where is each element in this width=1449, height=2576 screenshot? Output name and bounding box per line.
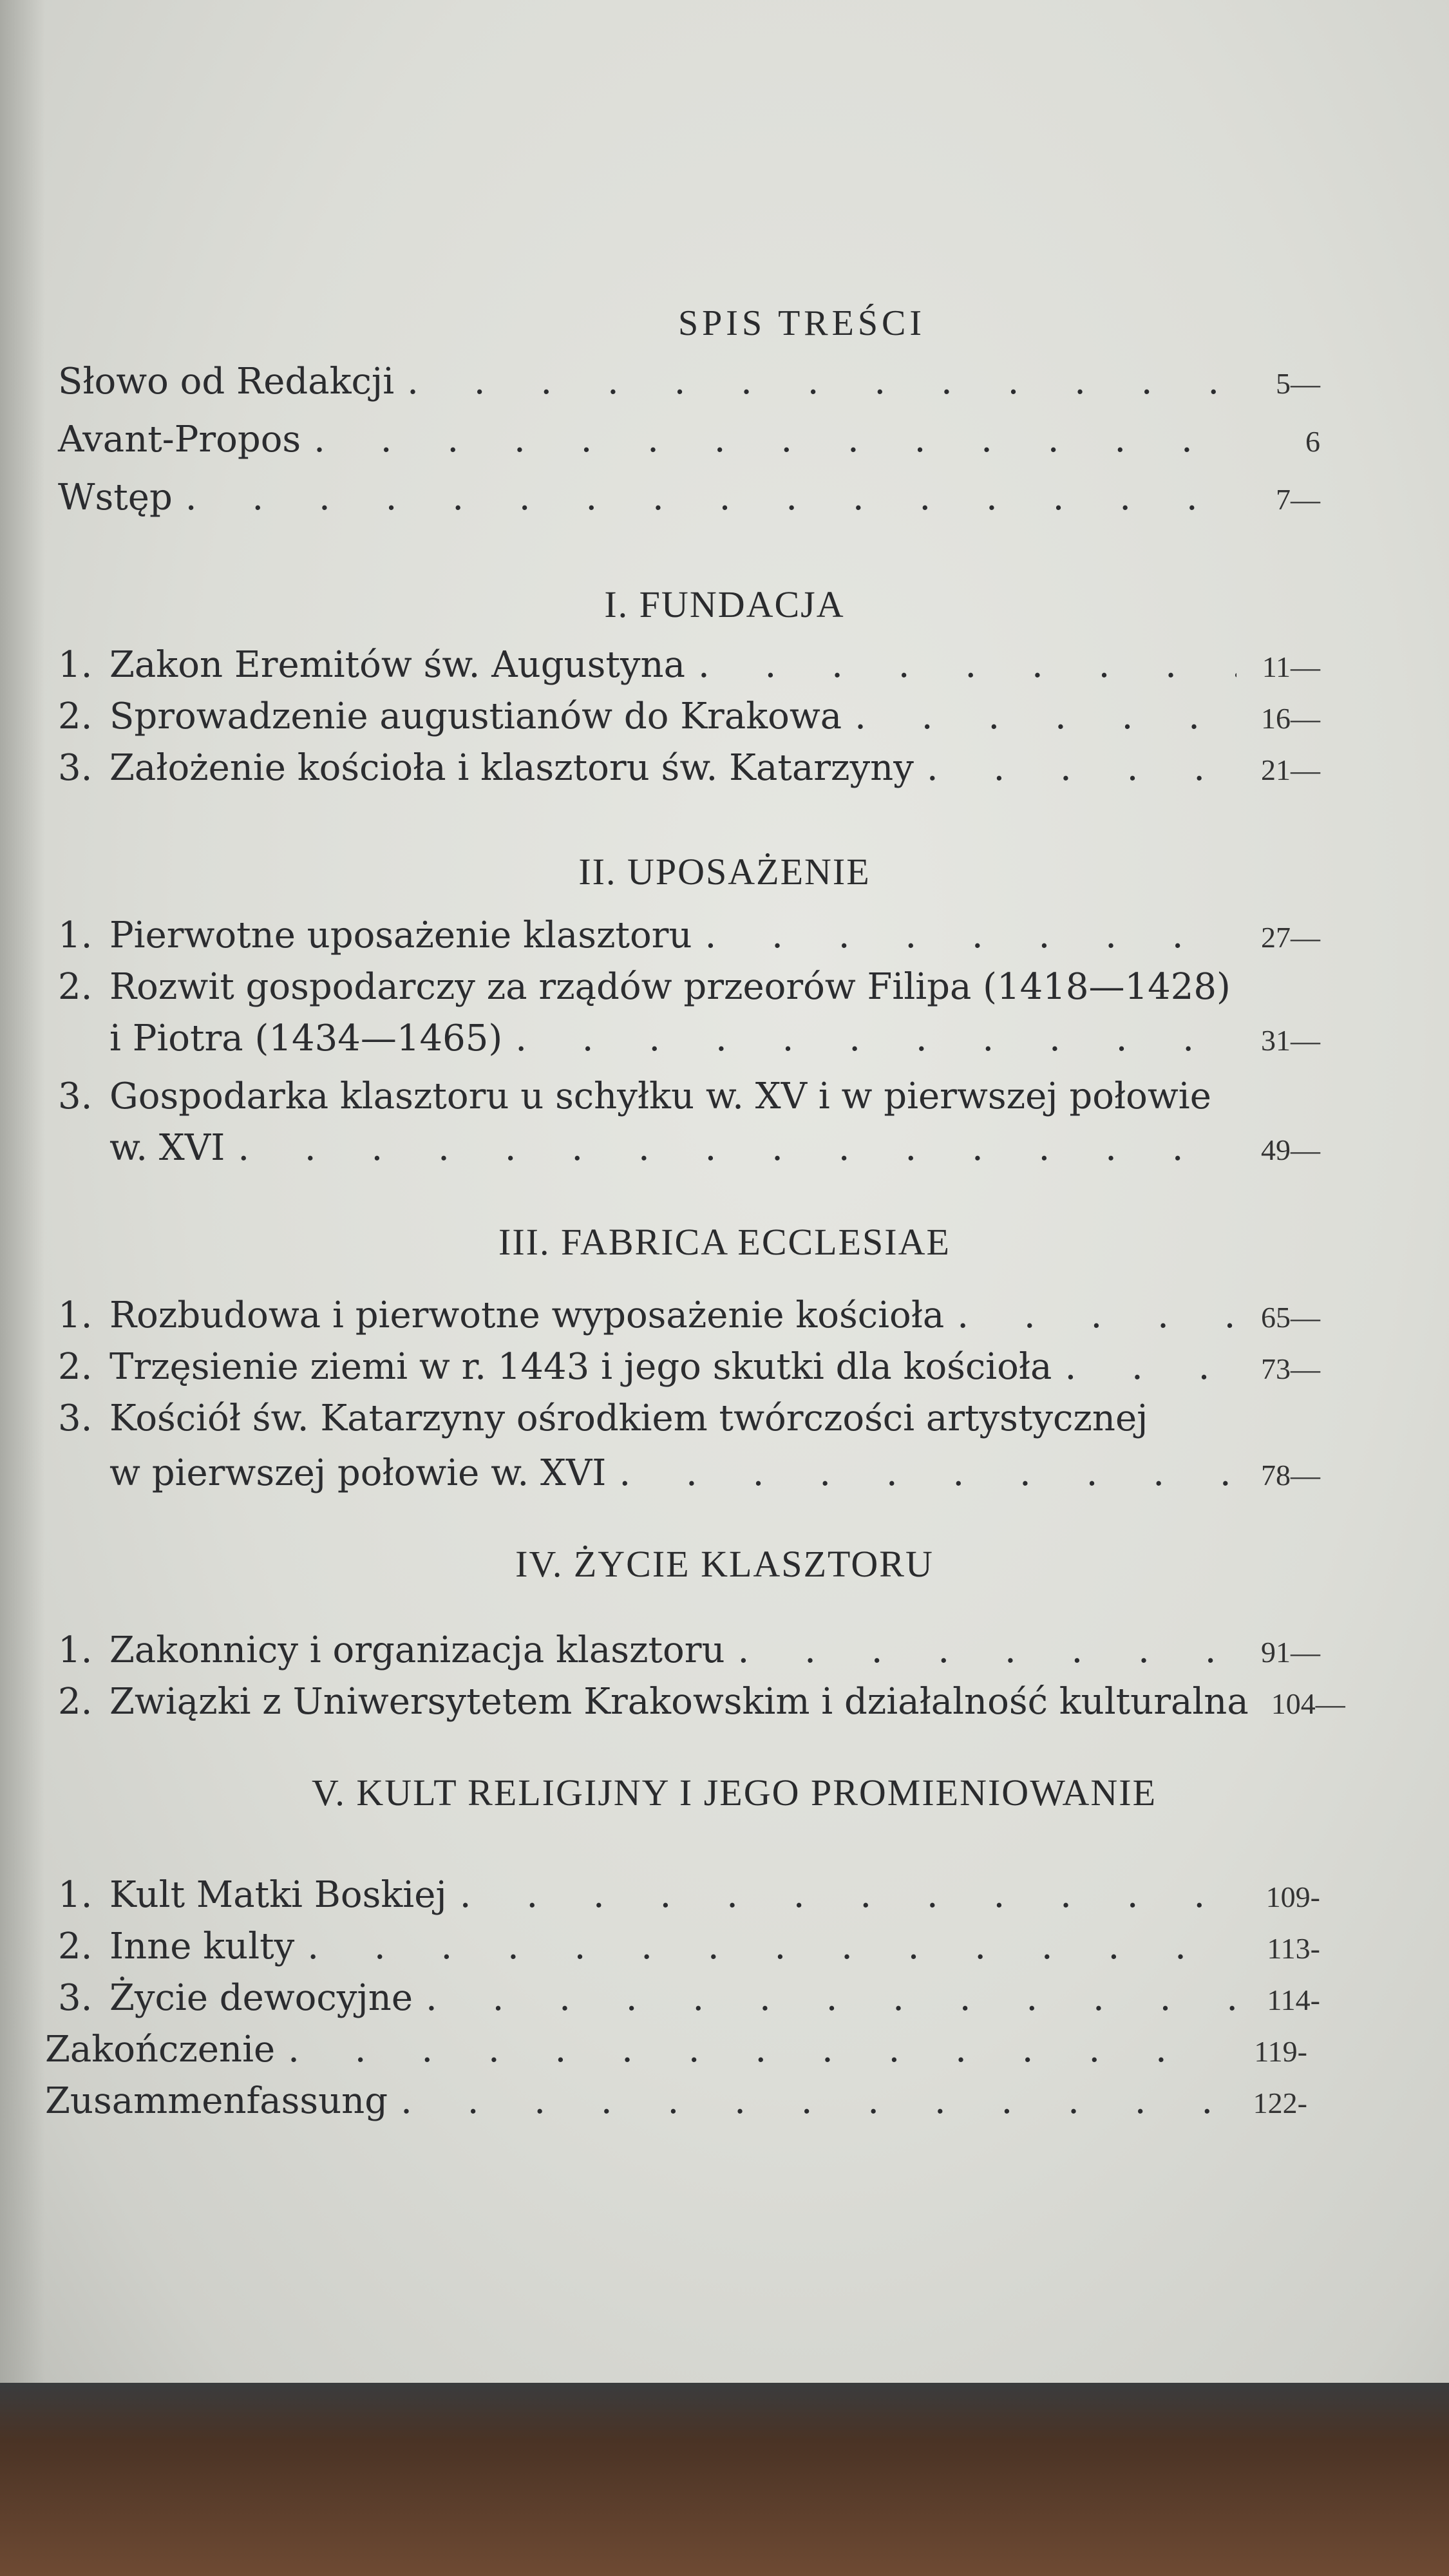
- leader-dots: [606, 1452, 1236, 1494]
- toc-entry: [58, 966, 1320, 1018]
- entry-number: 1.: [58, 644, 93, 686]
- leader-dots: [842, 696, 1236, 737]
- entry-page: 73—: [1261, 1352, 1320, 1385]
- toc-entry: [58, 747, 1320, 799]
- entry-number: 1.: [58, 1874, 93, 1916]
- leader-dots: [225, 1127, 1236, 1169]
- toc-entry: [58, 1397, 1320, 1449]
- entry-page: 91—: [1261, 1636, 1320, 1669]
- leader-dots: [914, 747, 1236, 789]
- toc-entry: [58, 1075, 1320, 1127]
- entry-page: 11—: [1262, 650, 1320, 683]
- entry-number: 3.: [58, 1977, 93, 2019]
- entry-label: Rozwit gospodarczy za rządów przeorów Filipa (1418—1428): [109, 966, 1231, 1008]
- toc-entry-zakonczenie: [45, 2029, 1307, 2080]
- leader-dots: [725, 1629, 1236, 1671]
- leader-dots: [685, 644, 1236, 686]
- entry-page: 109-: [1265, 1880, 1320, 1913]
- entry-label: Związki z Uniwersytetem Krakowskim i działalność kulturalna: [109, 1681, 1249, 1723]
- leader-dots: [1249, 1681, 1262, 1723]
- section-heading-fundacja: I. FUNDACJA: [604, 583, 845, 625]
- entry-label: Trzęsienie ziemi w r. 1443 i jego skutki dla kościoła: [109, 1346, 1052, 1388]
- entry-label: Założenie kościoła i klasztoru św. Katarzyny: [109, 747, 914, 789]
- entry-label: Kult Matki Boskiej: [109, 1874, 447, 1916]
- entry-label: Wstęp: [58, 477, 173, 518]
- entry-page: 21—: [1261, 753, 1320, 786]
- toc-entry: [58, 1977, 1320, 2029]
- toc-entry-continuation: [58, 1127, 1320, 1179]
- entry-page: 114-: [1267, 1984, 1320, 2016]
- entry-number: 1.: [58, 1629, 93, 1671]
- toc-entry-avant-propos: [58, 419, 1320, 470]
- toc-entry-wstep: [58, 477, 1320, 528]
- leader-dots: [388, 2080, 1224, 2122]
- leader-dots: [413, 1977, 1236, 2019]
- entry-number: 1.: [58, 1294, 93, 1336]
- entry-number: 1.: [58, 914, 93, 956]
- leader-dots: [301, 419, 1236, 460]
- toc-entry: [58, 1926, 1320, 1977]
- entry-page: 119-: [1254, 2035, 1307, 2068]
- entry-page: 27—: [1261, 921, 1320, 954]
- entry-label: Gospodarka klasztoru u schyłku w. XV i w pierwszej połowie: [109, 1075, 1211, 1117]
- entry-page: 49—: [1261, 1133, 1320, 1166]
- section-heading-uposazenie: II. UPOSAŻENIE: [578, 851, 871, 893]
- entry-page: 5—: [1276, 367, 1320, 400]
- entry-label: Zakonnicy i organizacja klasztoru: [109, 1629, 725, 1671]
- book-edge: [0, 2383, 1449, 2576]
- toc-entry: [58, 1294, 1320, 1346]
- entry-label: Zakon Eremitów św. Augustyna: [109, 644, 685, 686]
- entry-label: Sprowadzenie augustianów do Krakowa: [109, 696, 842, 737]
- entry-number: 2.: [58, 1681, 93, 1723]
- entry-page: 7—: [1276, 483, 1320, 516]
- toc-entry: [58, 1681, 1345, 1732]
- toc-entry-slowo: [58, 361, 1320, 412]
- entry-label-continuation: i Piotra (1434—1465): [109, 1018, 503, 1059]
- entry-page: 31—: [1261, 1024, 1320, 1057]
- toc-entry-continuation: [58, 1452, 1320, 1504]
- entry-number: 2.: [58, 696, 93, 737]
- toc-entry-zusammenfassung: [45, 2080, 1307, 2132]
- toc-entry: [58, 1346, 1320, 1397]
- page-title: SPIS TREŚCI: [678, 303, 925, 343]
- toc-entry: [58, 1874, 1320, 1926]
- entry-page: 65—: [1261, 1301, 1320, 1334]
- toc-entry-continuation: [58, 1018, 1320, 1069]
- leader-dots: [447, 1874, 1236, 1916]
- entry-label: Kościół św. Katarzyny ośrodkiem twórczości artystycznej: [109, 1397, 1148, 1439]
- entry-label: Inne kulty: [109, 1926, 295, 1967]
- entry-page: 122-: [1253, 2087, 1307, 2119]
- section-heading-kult: V. KULT RELIGIJNY I JEGO PROMIENIOWANIE: [311, 1772, 1157, 1814]
- entry-number: 3.: [58, 747, 93, 789]
- leader-dots: [1052, 1346, 1236, 1388]
- entry-page: 113-: [1267, 1932, 1320, 1965]
- entry-page: 104—: [1271, 1687, 1345, 1720]
- entry-label: Avant-Propos: [58, 419, 301, 460]
- entry-number: 2.: [58, 1926, 93, 1967]
- entry-label: Życie dewocyjne: [109, 1977, 413, 2019]
- leader-dots: [502, 1018, 1236, 1059]
- leader-dots: [294, 1926, 1236, 1967]
- entry-label-continuation: w. XVI: [109, 1127, 225, 1169]
- section-heading-fabrica: III. FABRICA ECCLESIAE: [498, 1221, 951, 1263]
- entry-number: 2.: [58, 966, 93, 1008]
- entry-label: Rozbudowa i pierwotne wyposażenie kościoła: [109, 1294, 945, 1336]
- section-heading-zycie-klasztoru: IV. ŻYCIE KLASZTORU: [515, 1543, 934, 1585]
- toc-entry: [58, 696, 1320, 747]
- leader-dots: [394, 361, 1236, 402]
- toc-entry: [58, 1629, 1320, 1681]
- entry-label: Pierwotne uposażenie klasztoru: [109, 914, 692, 956]
- toc-entry: [58, 914, 1320, 966]
- entry-page: 16—: [1261, 702, 1320, 735]
- leader-dots: [275, 2029, 1224, 2070]
- entry-label-continuation: w pierwszej połowie w. XVI: [109, 1452, 607, 1494]
- leader-dots: [692, 914, 1236, 956]
- toc-entry: [58, 644, 1320, 696]
- entry-number: 3.: [58, 1397, 93, 1439]
- leader-dots: [944, 1294, 1236, 1336]
- entry-label: Słowo od Redakcji: [58, 361, 395, 402]
- entry-number: 3.: [58, 1075, 93, 1117]
- leader-dots: [173, 477, 1236, 518]
- entry-number: 2.: [58, 1346, 93, 1388]
- entry-page: 78—: [1261, 1459, 1320, 1492]
- entry-label: Zakończenie: [45, 2029, 276, 2070]
- entry-label: Zusammenfassung: [45, 2080, 388, 2122]
- entry-page: 6: [1305, 425, 1320, 458]
